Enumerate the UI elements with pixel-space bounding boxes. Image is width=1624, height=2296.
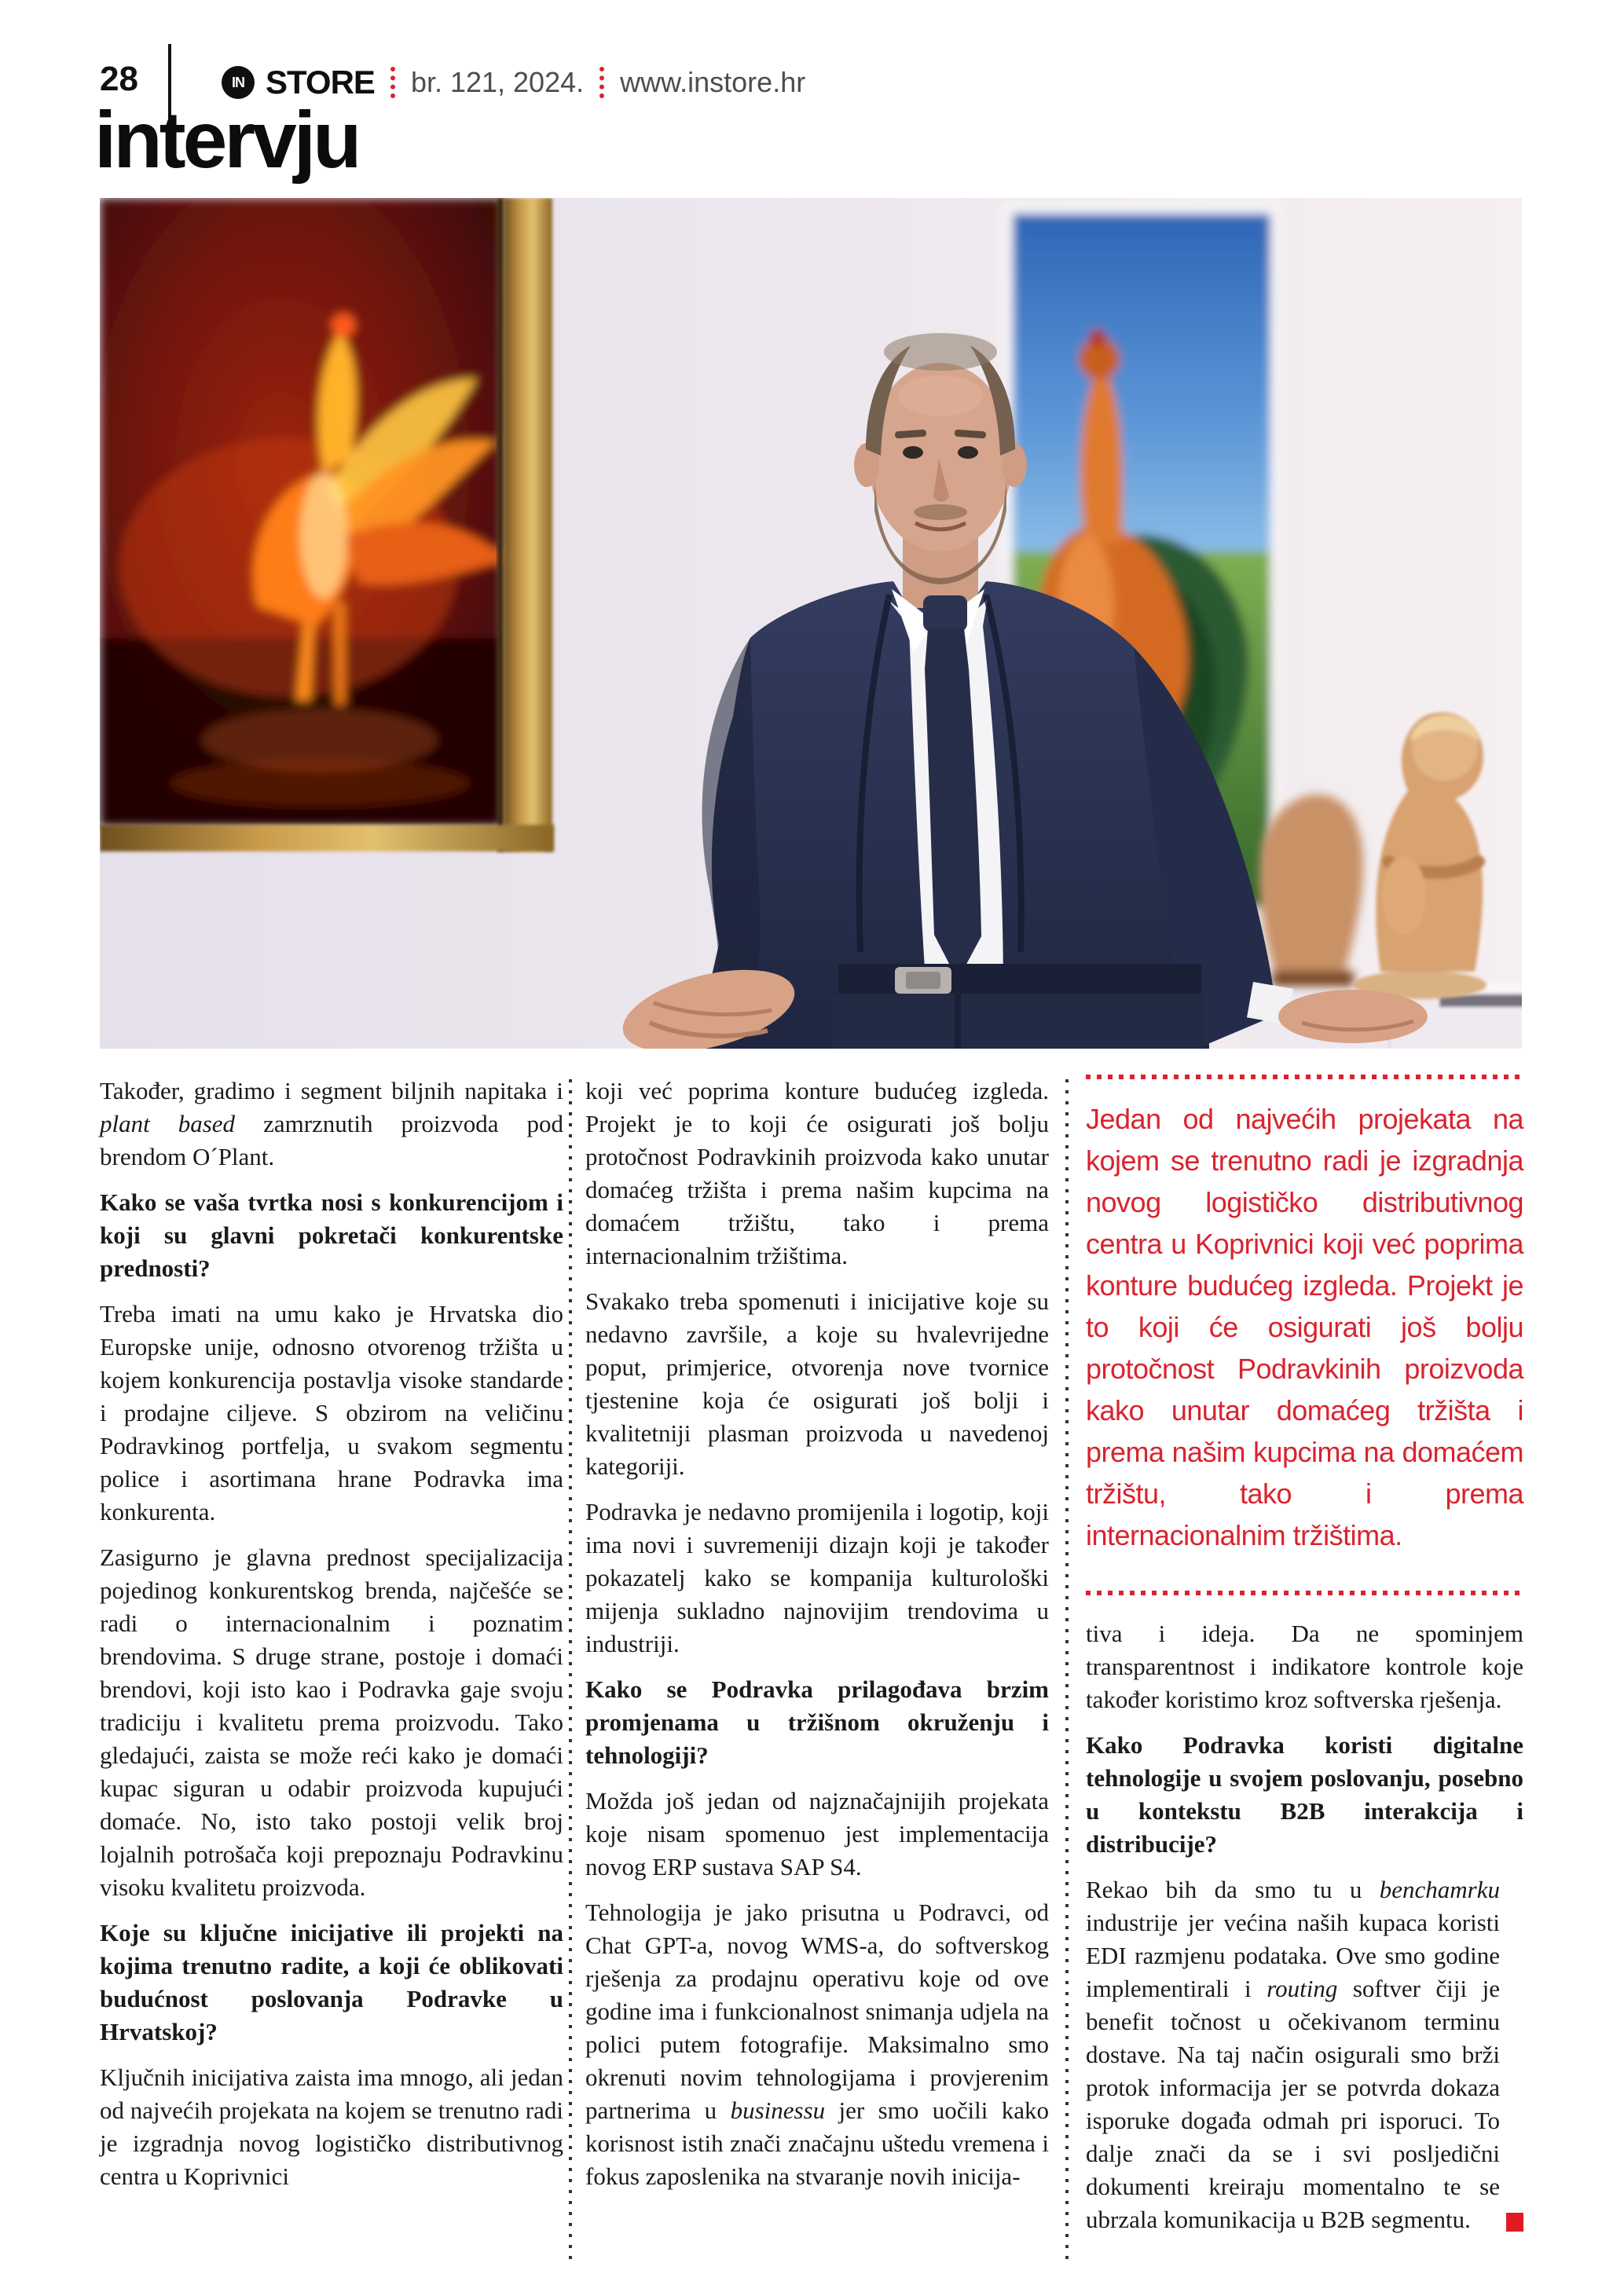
article-paragraph: Podravka je nedavno promijenila i logotip, koji ima novi i suvremeniji dizajn koji je također pokazatelj kako se kompanija kulturološki mijenja sukladno najnovijim trendovima u industriji. bbox=[585, 1498, 1049, 1657]
interview-question: Koje su ključne inicijative ili projekti na kojima trenutno radite, a koji će oblikovati budućnost poslovanja Podravke u Hrvatskoj? bbox=[100, 1919, 563, 2045]
section-title: intervju bbox=[94, 95, 359, 185]
article-column-3 bbox=[1086, 1075, 1523, 2249]
column-dotted-separator bbox=[569, 1079, 572, 2265]
article-paragraph: Zasigurno je glavna prednost specijalizacija pojedinog konkurentskog brenda, najčešće se radi o internacionalnim i poznatim brendovima. S druge strane, postoje i domaći brendovi, koji isto kao i Podravka gaje svoju tradiciju i kvalitetu prema proizvodu. Tako gledajući, zaista se može reći kako je domaći kupac siguran u odabir proizvoda kupujući domaće. No, isto tako postoji velik broj lojalnih potrošača koji prepoznaju Podravkinu visoku kvalitetu proizvoda. bbox=[100, 1543, 563, 1901]
issue-number: br. 121, 2024. bbox=[410, 66, 585, 98]
magazine-name: STORE bbox=[266, 64, 375, 101]
interview-question: Kako Podravka koristi digitalne tehnologije u svojem poslovanju, posebno u kontekstu B2B interakcija i distribucije? bbox=[1086, 1731, 1523, 1858]
quote-bottom-dotted-rule bbox=[1086, 1591, 1523, 1595]
article-paragraph: Treba imati na umu kako je Hrvatska dio Europske unije, odnosno otvorenog tržišta u kojem konkurencija postavlja visoke standarde i prodajne ciljeve. S obzirom na veličinu Podravkinog portfelja, u svakom segmentu police i asortimana hrane Podravka ima konkurenta. bbox=[100, 1300, 563, 1525]
interview-question: Kako se vaša tvrtka nosi s konkurencijom i koji su glavni pokretači konkurentske prednosti? bbox=[100, 1188, 563, 1282]
article-paragraph: Rekao bih da smo tu u benchamrku industrije jer većina naših kupaca koristi EDI razmjenu podataka. Ove smo godine implementirali i routing softver čiji je benefit točnost u očekivanom terminu dostave. Na taj način osigurali smo brži protok informacija jer se potvrda dokaza isporuke događa odmah pri isporuci. To dalje znači da se i svi posljedični dokumenti kreiraju momentalno te se ubrzala komunikacija u B2B segmentu. bbox=[1086, 1873, 1523, 2236]
rooster-fire-painting bbox=[100, 198, 508, 826]
wood-sculpture bbox=[1259, 794, 1363, 987]
article-paragraph: Također, gradimo i segment biljnih napitaka i plant based zamrznutih proizvoda pod brendom O´Plant. bbox=[100, 1077, 563, 1170]
header-dotted-separator bbox=[599, 67, 604, 98]
article-paragraph: Ključnih inicijativa zaista ima mnogo, ali jedan od najvećih projekata na kojem se trenutno radi je izgradnja novog logističko distributivnog centra u Koprivnici bbox=[100, 2063, 563, 2190]
hand-on-pedestal bbox=[1278, 990, 1428, 1043]
hero-photo bbox=[100, 198, 1522, 1049]
pull-quote-text: Jedan od najvećih projekata na kojem se trenutno radi je izgradnja novog logističko distributivnog centra u Koprivnici koji već poprima konture budućeg izgleda. Projekt je to koji će osigurati još bolju protočnost Podravkinih proizvoda kako unutar domaćeg tržišta i prema našim kupcima na domaćem tržištu, tako i prema internacionalnim tržištima. bbox=[1086, 1103, 1523, 1551]
article-paragraph: tiva i ideja. Da ne spominjem transparentnost i indikatore kontrole koje također koristimo kroz softverska rješenja. bbox=[1086, 1620, 1523, 1713]
column-dotted-separator bbox=[1065, 1079, 1069, 2265]
instore-logo-icon: IN bbox=[222, 66, 255, 99]
article-paragraph: Svakako treba spomenuti i inicijative koje su nedavno završile, a koje su hvalevrijedne poput, primjerice, otvorenja nove tvornice tjestenine koja će osigurati još bolji i kvalitetniji plasman proizvoda u navedenoj kategoriji. bbox=[585, 1287, 1049, 1480]
header-dotted-separator bbox=[390, 67, 395, 98]
article-end-mark bbox=[1506, 2213, 1523, 2232]
article-paragraph: koji već poprima konture budućeg izgleda. Projekt je to koji će osigurati još bolju protočnost Podravkinih proizvoda kako unutar domaćeg tržišta i prema našim kupcima na domaćem tržištu, tako i prema internacionalnim tržištima. bbox=[585, 1077, 1049, 1269]
article-column-1 bbox=[100, 1075, 563, 2206]
interview-question: Kako se Podravka prilagođava brzim promjenama u tržišnom okruženju i tehnologiji? bbox=[585, 1675, 1049, 1769]
gallery-portrait-illustration bbox=[100, 198, 1522, 1049]
website-url: www.instore.hr bbox=[620, 66, 806, 98]
gold-frame bbox=[504, 198, 552, 851]
article-paragraph: Možda još jedan od najznačajnijih projekata koje nisam spomenuo jest implementacija novog ERP sustava SAP S4. bbox=[585, 1787, 1049, 1880]
page-number: 28 bbox=[100, 60, 138, 98]
article-column-2 bbox=[585, 1075, 1049, 2206]
gold-frame bbox=[100, 825, 554, 851]
article-paragraph: Tehnologija je jako prisutna u Podravci, od Chat GPT-a, novog WMS-a, do softverskog rješenja za prodajnu operativu koje od ove godine ima i funkcionalnost snimanja udjela na polici putem fotografije. Maksimalno smo okrenuti novim tehnologijama i provjerenim partnerima u businessu jer smo uočili kako korisnost istih znači značajnu uštedu vremena i fokus zaposlenika na stvaranje novih inicija- bbox=[585, 1899, 1049, 2190]
gold-frame bbox=[497, 198, 504, 851]
pull-quote bbox=[1086, 1075, 1523, 1595]
